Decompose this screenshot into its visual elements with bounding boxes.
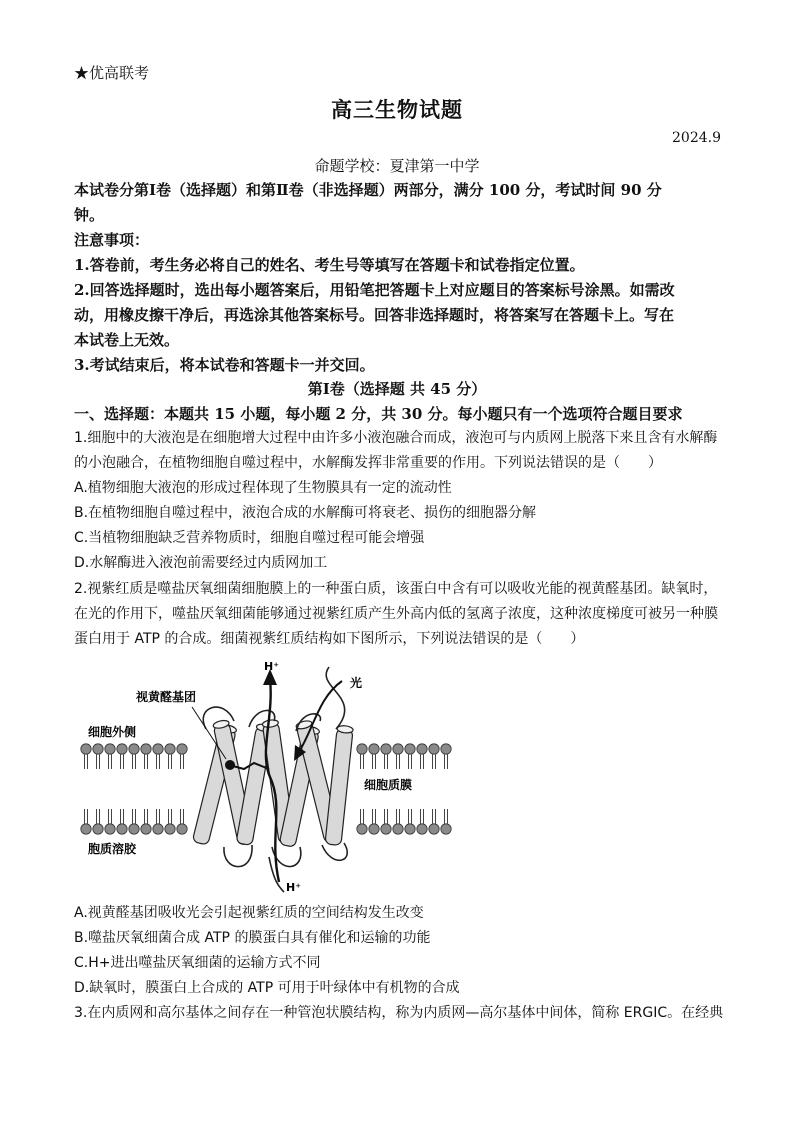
lipid-head-inner: [117, 809, 127, 834]
option-d: D.水解酶进入液泡前需要经过内质网加工: [74, 555, 328, 571]
intro-block: [74, 178, 724, 378]
lipid-head-outer: [129, 744, 139, 769]
note-2-line: 本试卷上无效。: [74, 331, 180, 349]
lipid-head-outer: [93, 744, 103, 769]
lipid-head-outer: [117, 744, 127, 769]
lipid-head-inner: [105, 809, 115, 834]
proton-bottom-label: H⁺: [286, 881, 302, 894]
lipid-head-outer: [153, 744, 163, 769]
section-title: 第Ⅰ卷（选择题 共 45 分）: [307, 380, 487, 398]
notes-title: 注意事项：: [74, 231, 150, 249]
note-3: 3.考试结束后，将本试卷和答题卡一并交回。: [74, 356, 375, 374]
lipid-head-inner: [177, 809, 187, 834]
lipid-head-outer: [405, 744, 415, 769]
lipid-head-inner: [81, 809, 91, 834]
question-stem-line: 蛋白用于 ATP 的合成。细菌视紫红质结构如下图所示，下列说法错误的是（ ）: [74, 631, 585, 647]
outside-label: 细胞外侧: [88, 725, 137, 739]
lipid-head-outer: [81, 744, 91, 769]
intro-line: 钟。: [74, 206, 105, 224]
question-stem-line: 2.视紫红质是噬盐厌氧细菌细胞膜上的一种蛋白质，该蛋白中含有可以吸收光能的视黄醛基团。缺氧时，: [74, 581, 718, 597]
bacteriorhodopsin-figure: [74, 657, 462, 902]
question-stem-line: 的小泡融合，在植物细胞自噬过程中，水解酶发挥非常重要的作用。下列说法错误的是（ ）: [74, 455, 662, 471]
lipid-head-inner: [381, 809, 391, 834]
lipid-head-outer: [105, 744, 115, 769]
lipid-head-inner: [165, 809, 175, 834]
lipid-head-inner: [93, 809, 103, 834]
exam-school: 命题学校：夏津第一中学: [314, 157, 480, 175]
lipid-head-inner: [393, 809, 403, 834]
intro-line: 本试卷分第Ⅰ卷（选择题）和第Ⅱ卷（非选择题）两部分，满分 100 分，考试时间 90 分: [74, 181, 662, 199]
page-title: 高三生物试题: [331, 97, 463, 122]
option-d: D.缺氧时，膜蛋白上合成的 ATP 可用于叶绿体中有机物的合成: [74, 980, 460, 996]
lipid-head-inner: [153, 809, 163, 834]
lipid-head-inner: [429, 809, 439, 834]
retinal-label: 视黄醛基团: [136, 690, 197, 704]
lipid-head-outer: [417, 744, 427, 769]
lipid-head-outer: [165, 744, 175, 769]
membrane-label: 细胞质膜: [364, 778, 413, 792]
brand-label: ★优高联考: [74, 64, 150, 82]
lipid-head-outer: [177, 744, 187, 769]
lipid-head-inner: [357, 809, 367, 834]
option-b: B.噬盐厌氧细菌合成 ATP 的膜蛋白具有催化和运输的功能: [74, 930, 431, 946]
question-2-options: [74, 901, 724, 1026]
option-c: C.H+进出噬盐厌氧细菌的运输方式不同: [74, 955, 321, 971]
question-2: [74, 577, 724, 652]
question-3-stem-line: 3.在内质网和高尔基体之间存在一种管泡状膜结构，称为内质网—高尔基体中间体，简称 ERGIC。在经典: [74, 1005, 724, 1021]
option-a: A.植物细胞大液泡的形成过程体现了生物膜具有一定的流动性: [74, 480, 452, 496]
question-1: [74, 426, 724, 576]
proton-top-label: H⁺: [264, 660, 280, 673]
question-stem-line: 在光的作用下，噬盐厌氧细菌能够通过视紫红质产生外高内低的氢离子浓度，这种浓度梯度可被另一种膜: [74, 606, 718, 622]
lipid-head-outer: [141, 744, 151, 769]
light-label: 光: [350, 676, 363, 690]
note-2-line: 2.回答选择题时，选出每小题答案后，用铅笔把答题卡上对应题目的答案标号涂黑。如需改: [74, 281, 675, 299]
lipid-head-inner: [141, 809, 151, 834]
section-heading: 一、选择题：本题共 15 小题，每小题 2 分，共 30 分。每小题只有一个选项符合题目要求: [74, 405, 683, 423]
lipid-head-outer: [393, 744, 403, 769]
lipid-head-outer: [357, 744, 367, 769]
lipid-head-inner: [369, 809, 379, 834]
lipid-head-outer: [369, 744, 379, 769]
note-1: 1.答卷前，考生务必将自己的姓名、考生号等填写在答题卡和试卷指定位置。: [74, 256, 585, 274]
lipid-head-outer: [429, 744, 439, 769]
lipid-head-outer: [381, 744, 391, 769]
note-2-line: 动，用橡皮擦干净后，再选涂其他答案标号。回答非选择题时，将答案写在答题卡上。写在: [74, 306, 675, 324]
option-a: A.视黄醛基团吸收光会引起视紫红质的空间结构发生改变: [74, 905, 424, 921]
question-stem-line: 1.细胞中的大液泡是在细胞增大过程中由许多小液泡融合而成，液泡可与内质网上脱落下来且含有水解酶: [74, 430, 718, 446]
lipid-head-inner: [417, 809, 427, 834]
lipid-head-outer: [441, 744, 451, 769]
lipid-head-inner: [441, 809, 451, 834]
option-b: B.在植物细胞自噬过程中，液泡合成的水解酶可将衰老、损伤的细胞器分解: [74, 505, 537, 521]
lipid-head-inner: [405, 809, 415, 834]
cytosol-label: 胞质溶胶: [88, 842, 137, 856]
option-c: C.当植物细胞缺乏营养物质时，细胞自噬过程可能会增强: [74, 530, 425, 546]
lipid-head-inner: [129, 809, 139, 834]
exam-date: 2024.9: [672, 130, 721, 146]
